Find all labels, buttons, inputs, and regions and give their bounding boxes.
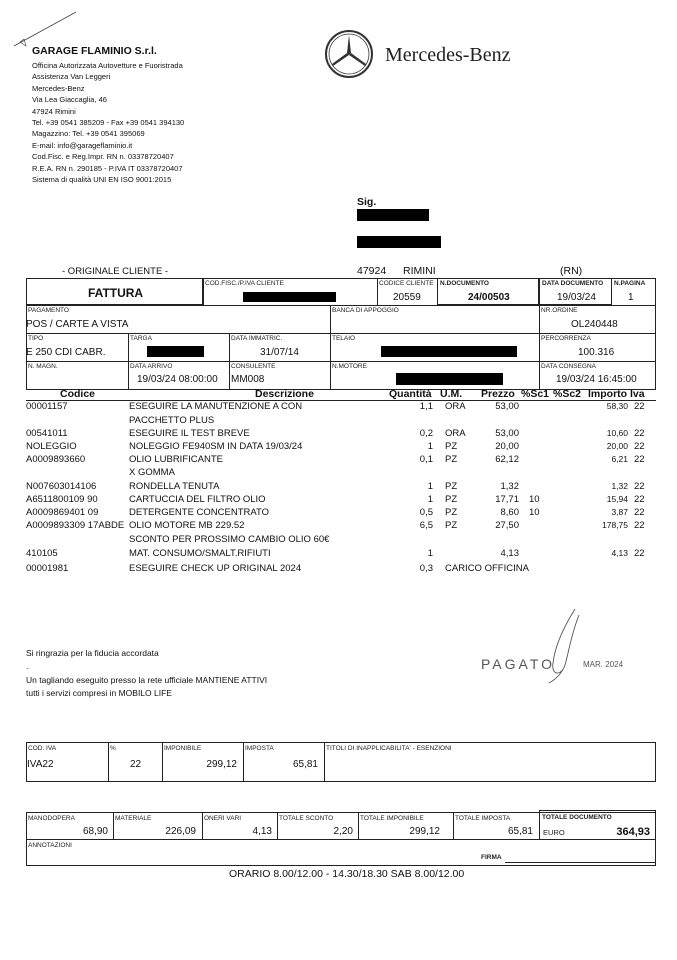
cell-descr: SCONTO PER PROSSIMO CAMBIO OLIO 60€ — [129, 534, 330, 545]
tot-documento: 364,93 — [616, 826, 650, 838]
cell-iva: 22 — [634, 520, 645, 531]
cell-importo: 3,87 — [611, 507, 628, 517]
firma-label: FIRMA — [481, 854, 502, 861]
cell-iva: 22 — [634, 481, 645, 492]
cell-codice: A0009869401 09 — [26, 507, 99, 518]
doc-type: FATTURA — [88, 286, 144, 300]
company-line: Cod.Fisc. e Reg.Impr. RN n. 03378720407 — [32, 152, 174, 162]
n-magn-label: N. MAGN. — [28, 363, 58, 370]
cell-um: PZ — [445, 494, 458, 505]
data-documento-label: DATA DOCUMENTO — [542, 280, 604, 287]
imponibile: 299,12 — [206, 759, 237, 770]
cell-iva: 22 — [634, 507, 645, 518]
col-um: U.M. — [440, 388, 463, 400]
redacted-n-motore — [396, 373, 503, 385]
cell-iva: 22 — [634, 454, 645, 465]
pen-mark-icon — [10, 8, 80, 48]
cell-codice: A0009893309 17ABDE — [26, 520, 125, 531]
company-line: Magazzino: Tel. +39 0541 395069 — [32, 129, 145, 139]
titoli-label: TITOLI DI INAPPLICABILITA' - ESENZIONI — [326, 745, 452, 752]
original-label: - ORIGINALE CLIENTE - — [62, 266, 169, 277]
col-sc1: %Sc1 — [521, 388, 550, 400]
cell-iva: 22 — [634, 428, 645, 439]
tot-imponibile: 299,12 — [409, 826, 440, 837]
cell-descr: MAT. CONSUMO/SMALT.RIFIUTI — [129, 548, 271, 559]
col-codice: Codice — [60, 388, 96, 400]
redacted-cf — [243, 292, 336, 302]
col-descrizione: Descrizione — [255, 388, 314, 400]
cell-importo: 58,30 — [606, 401, 628, 411]
paid-stamp: PAGATO — [481, 656, 556, 672]
cell-iva: 22 — [634, 441, 645, 452]
materiale: 226,09 — [165, 826, 196, 837]
cell-descr: NOLEGGIO FE940SM IN DATA 19/03/24 — [129, 441, 303, 452]
mercedes-star-icon — [323, 28, 375, 80]
cell-qta: 1 — [427, 441, 433, 452]
cell-importo: 15,94 — [606, 494, 628, 504]
brand-name: Mercedes-Benz — [385, 44, 511, 66]
service-note-line1: Un tagliando eseguito presso la rete ufficiale MANTIENE ATTIVI — [26, 675, 268, 685]
cell-qta: 1,1 — [419, 401, 433, 412]
company-line: Mercedes-Benz — [32, 83, 85, 93]
table-row — [0, 454, 677, 467]
table-row — [0, 494, 677, 507]
nr-ordine: OL240448 — [571, 319, 618, 330]
cell-prezzo: 62,12 — [495, 454, 519, 465]
cod-iva: IVA22 — [27, 759, 54, 770]
company-line: Tel. +39 0541 385209 - Fax +39 0541 394130 — [32, 118, 185, 128]
oneri-label: ONERI VARI — [204, 815, 242, 822]
cell-codice: 00001157 — [26, 401, 68, 412]
cell-descr: OLIO LUBRIFICANTE — [129, 454, 223, 465]
cell-descr: CARTUCCIA DEL FILTRO OLIO — [129, 494, 266, 505]
n-pagina: 1 — [628, 292, 634, 303]
cell-um: PZ — [445, 454, 458, 465]
tot-documento-label: TOTALE DOCUMENTO — [542, 814, 612, 821]
table-row — [0, 520, 677, 533]
cell-codice: 410105 — [26, 548, 58, 559]
n-documento: 24/00503 — [468, 292, 510, 303]
opening-hours: ORARIO 8.00/12.00 - 14.30/18.30 SAB 8.00/12.00 — [229, 868, 465, 880]
col-quantita: Quantità — [389, 388, 432, 400]
cell-sc1: 10 — [529, 507, 540, 518]
service-note-line2: tutti i servizi compresi in MOBILO LIFE — [26, 688, 172, 698]
tot-imponibile-label: TOTALE IMPONIBILE — [360, 815, 424, 822]
col-importo: Importo — [588, 388, 628, 400]
table-row — [0, 548, 677, 561]
tipo-label: TIPO — [28, 335, 44, 342]
company-line: Officina Autorizzata Autovetture e Fuoristrada — [32, 61, 183, 70]
data-immatric: 31/07/14 — [260, 347, 299, 358]
materiale-label: MATERIALE — [115, 815, 152, 822]
cell-descr: OLIO MOTORE MB 229.52 — [129, 520, 245, 531]
cell-prezzo: 53,00 — [495, 401, 519, 412]
redacted-telaio — [381, 346, 517, 357]
targa-label: TARGA — [130, 335, 152, 342]
city-cap: 47924 — [357, 265, 387, 277]
table-row — [0, 507, 677, 520]
cell-um: CARICO OFFICINA — [445, 563, 529, 574]
company-line: Via Lea Giaccaglia, 46 — [32, 95, 107, 105]
cell-qta: 0,2 — [419, 428, 433, 439]
thanks-note: Si ringrazia per la fiducia accordata — [26, 648, 159, 658]
cell-descr: RONDELLA TENUTA — [129, 481, 220, 492]
cell-codice: NOLEGGIO — [26, 441, 77, 452]
tot-imposta: 65,81 — [507, 826, 533, 837]
table-row — [0, 415, 677, 428]
city-name: RIMINI — [403, 265, 436, 277]
sconto-label: TOTALE SCONTO — [279, 815, 334, 822]
consulente: MM008 — [231, 374, 265, 385]
tipo: E 250 CDI CABR. — [26, 347, 106, 358]
col-iva: Iva — [630, 388, 645, 400]
cell-prezzo: 8,60 — [500, 507, 519, 518]
cell-descr: ESEGUIRE CHECK UP ORIGINAL 2024 — [129, 563, 302, 574]
cell-importo: 20,00 — [606, 441, 628, 451]
data-immatric-label: DATA IMMATRIC. — [231, 335, 283, 342]
cell-importo: 6,21 — [611, 454, 628, 464]
table-row — [0, 428, 677, 441]
cell-um: PZ — [445, 507, 458, 518]
cell-qta: 1 — [427, 548, 433, 559]
pagamento: POS / CARTE A VISTA — [26, 319, 129, 330]
cell-qta: 1 — [427, 481, 433, 492]
cf-label: COD.FISC./P.IVA CLIENTE — [205, 280, 284, 287]
table-row — [0, 401, 677, 414]
percorrenza: 100.316 — [578, 347, 615, 358]
table-row — [0, 563, 677, 576]
cell-descr: ESEGUIRE IL TEST BREVE — [129, 428, 250, 439]
imposta-label: IMPOSTA — [245, 745, 274, 752]
cell-descr: X GOMMA — [129, 467, 175, 478]
cell-codice: N007603014106 — [26, 481, 97, 492]
data-arrivo: 19/03/24 08:00:00 — [137, 374, 218, 385]
perc-label: % — [110, 745, 116, 752]
cell-sc1: 10 — [529, 494, 540, 505]
annotazioni-label: ANNOTAZIONI — [28, 842, 72, 849]
banca-label: BANCA DI APPOGGIO — [332, 307, 399, 314]
paid-stamp-date: MAR. 2024 — [583, 660, 624, 669]
n-motore-label: N.MOTORE — [332, 363, 367, 370]
perc: 22 — [130, 759, 142, 770]
tot-imposta-label: TOTALE IMPOSTA — [455, 815, 511, 822]
codice-cliente: 20559 — [393, 292, 421, 303]
manodopera-label: MANODOPERA — [28, 815, 75, 822]
cell-um: PZ — [445, 520, 458, 531]
recipient-salutation: Sig. — [357, 196, 377, 208]
company-line: 47924 Rimini — [32, 106, 76, 116]
cell-importo: 4,13 — [611, 548, 628, 558]
cell-descr: ESEGUIRE LA MANUTENZIONE A CON — [129, 401, 303, 412]
cell-importo: 10,60 — [606, 428, 628, 438]
pagamento-label: PAGAMENTO — [28, 307, 69, 314]
cell-codice: A6511800109 90 — [26, 494, 98, 505]
data-documento: 19/03/24 — [557, 292, 596, 303]
company-line: E-mail: info@garageflaminio.it — [32, 140, 133, 150]
consulente-label: CONSULENTE — [231, 363, 276, 370]
cell-um: ORA — [445, 401, 466, 412]
cell-prezzo: 27,50 — [495, 520, 519, 531]
cell-um: ORA — [445, 428, 466, 439]
cell-descr: DETERGENTE CONCENTRATO — [129, 507, 270, 518]
cell-prezzo: 53,00 — [495, 428, 519, 439]
redacted-targa — [147, 346, 204, 357]
cell-prezzo: 1,32 — [500, 481, 519, 492]
imposta: 65,81 — [292, 759, 318, 770]
table-row — [0, 534, 677, 547]
table-row — [0, 441, 677, 454]
sconto: 2,20 — [333, 826, 353, 837]
data-consegna-label: DATA CONSEGNA — [541, 363, 597, 370]
cell-um: PZ — [445, 481, 458, 492]
telaio-label: TELAIO — [332, 335, 356, 342]
manodopera: 68,90 — [82, 826, 108, 837]
cell-qta: 0,5 — [419, 507, 433, 518]
cod-iva-label: COD. IVA — [28, 745, 57, 752]
company-line: R.E.A. RN n. 290185 - P.IVA IT 03378720407 — [32, 163, 183, 173]
company-line: Assistenza Van Leggeri — [32, 72, 111, 82]
cell-um: PZ — [445, 441, 458, 452]
cell-qta: 0,3 — [419, 563, 433, 574]
oneri: 4,13 — [252, 826, 272, 837]
cell-qta: 0,1 — [419, 454, 433, 465]
cell-iva: 22 — [634, 494, 645, 505]
col-prezzo: Prezzo — [481, 388, 515, 400]
cell-importo: 178,75 — [602, 520, 628, 530]
cell-importo: 1,32 — [611, 481, 628, 491]
cell-prezzo: 17,71 — [495, 494, 519, 505]
data-consegna: 19/03/24 16:45:00 — [556, 374, 637, 385]
signature-icon — [535, 605, 585, 685]
cell-iva: 22 — [634, 548, 645, 559]
currency: EURO — [543, 828, 565, 837]
redacted-recipient-address — [357, 236, 441, 248]
cell-descr: PACCHETTO PLUS — [129, 415, 215, 426]
redacted-recipient-name — [357, 209, 429, 221]
cell-codice: 00001981 — [26, 563, 69, 574]
cell-iva: 22 — [634, 401, 645, 412]
nr-ordine-label: NR.ORDINE — [541, 307, 578, 314]
data-arrivo-label: DATA ARRIVO — [130, 363, 173, 370]
city-province: (RN) — [560, 265, 583, 277]
table-row — [0, 467, 677, 480]
cell-prezzo: 4,13 — [500, 548, 519, 559]
cell-qta: 6,5 — [419, 520, 433, 531]
n-pagina-label: N.PAGINA — [614, 280, 646, 287]
imponibile-label: IMPONIBILE — [164, 745, 202, 752]
company-name: GARAGE FLAMINIO S.r.l. — [32, 45, 157, 57]
n-documento-label: N.DOCUMENTO — [440, 280, 489, 287]
percorrenza-label: PERCORRENZA — [541, 335, 591, 342]
cell-codice: A0009893660 — [26, 454, 86, 465]
table-row — [0, 481, 677, 494]
cell-codice: 00541011 — [26, 428, 68, 439]
company-line: Sistema di qualità UNI EN ISO 9001:2015 — [32, 175, 172, 185]
codice-cliente-label: CODICE CLIENTE — [379, 280, 434, 287]
company-details — [32, 60, 184, 185]
cell-prezzo: 20,00 — [495, 441, 519, 452]
cell-qta: 1 — [427, 494, 433, 505]
col-sc2: %Sc2 — [553, 388, 582, 400]
